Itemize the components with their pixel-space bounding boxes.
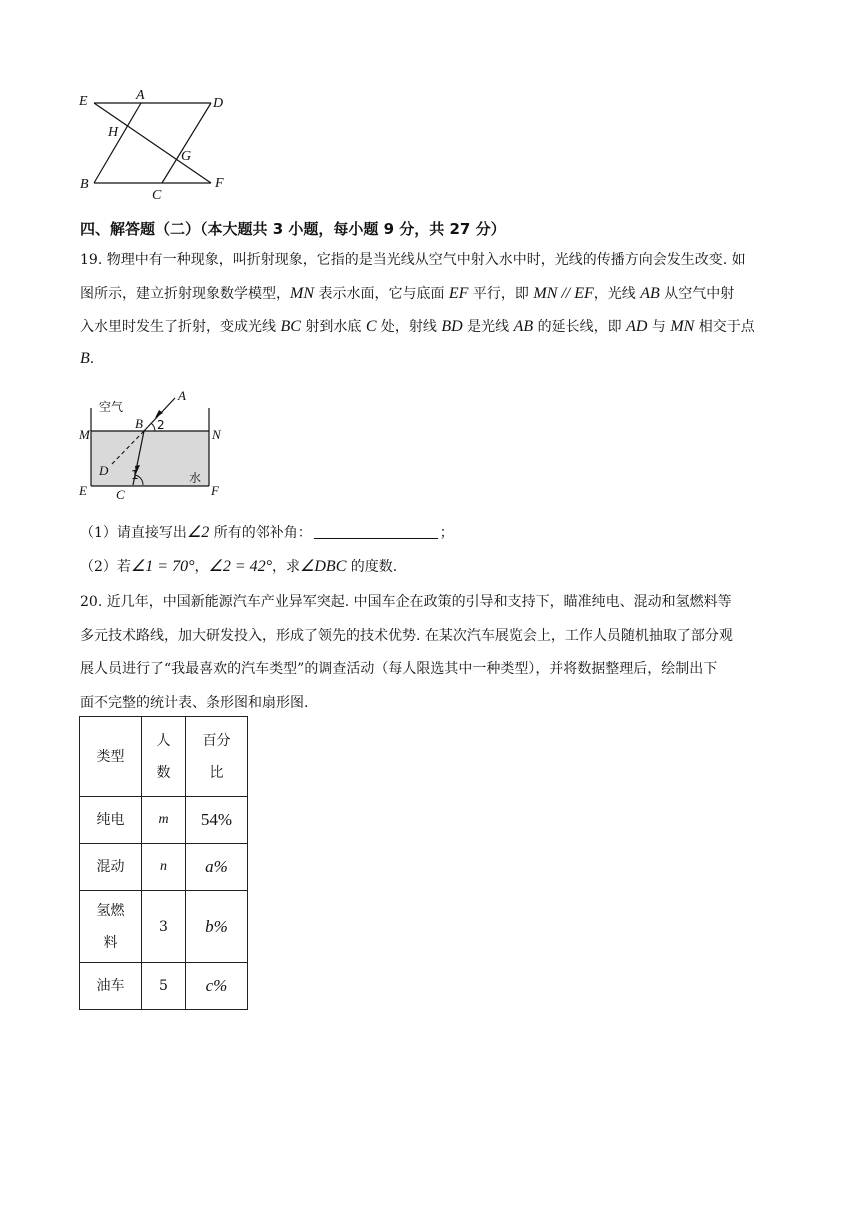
q19-part-1 bbox=[80, 522, 454, 542]
cell-pct: a% bbox=[186, 844, 248, 891]
q19-line-2 bbox=[80, 283, 734, 303]
q19-line-4 bbox=[80, 350, 94, 368]
math-MN: MN bbox=[290, 285, 314, 302]
segment-AB bbox=[94, 103, 141, 183]
label-E: E bbox=[79, 94, 88, 109]
q19-line-1 bbox=[80, 249, 746, 269]
q19-text: 相交于点 bbox=[694, 319, 755, 335]
math-MN: MN bbox=[670, 318, 695, 335]
math-AD: AD bbox=[626, 318, 648, 335]
label-A: A bbox=[136, 88, 145, 103]
math-angle1-eq: ∠1 = 70° bbox=[130, 558, 195, 575]
math-EF: EF bbox=[448, 285, 469, 302]
header-pct-1: 百分 bbox=[202, 732, 231, 749]
q20-line-4: 面不完整的统计表、条形图和扇形图. bbox=[80, 695, 309, 711]
q19-text: 图所示，建立折射现象数学模型， bbox=[80, 286, 290, 302]
label-F: F bbox=[215, 176, 224, 191]
math-AB: AB bbox=[640, 285, 660, 302]
cell-count: n bbox=[142, 844, 186, 891]
q20-line-3: 展人员进行了“我最喜欢的汽车类型”的调查活动（每人限选其中一种类型），并将数据整理后，绘制出下 bbox=[80, 661, 718, 677]
cell-type-1: 氢燃 bbox=[96, 902, 125, 919]
cell-count: m bbox=[142, 797, 186, 844]
label-A2: A bbox=[178, 388, 186, 403]
q19-part1-end: ； bbox=[439, 525, 454, 541]
label-air: 空气 bbox=[99, 400, 124, 414]
header-count bbox=[142, 717, 186, 797]
angle-2-arc bbox=[151, 423, 155, 431]
label-H: H bbox=[108, 125, 119, 140]
header-pct bbox=[186, 717, 248, 797]
label-D: D bbox=[213, 96, 224, 111]
segment-DC bbox=[162, 103, 211, 183]
math-BD: BD bbox=[441, 318, 463, 335]
q19-text: 平行，即 bbox=[468, 286, 534, 302]
label-angle-2: 2 bbox=[157, 418, 165, 432]
q19-part2-text: ， bbox=[194, 559, 209, 575]
q20-line-2: 多元技术路线，加大研发投入，形成了领先的技术优势. 在某次汽车展览会上，工作人员随机抽取了部分观 bbox=[80, 628, 733, 644]
q19-text: 射到水底 bbox=[300, 319, 366, 335]
label-water: 水 bbox=[189, 471, 202, 485]
math-BC: BC bbox=[280, 318, 301, 335]
q19-text: 是光线 bbox=[462, 319, 514, 335]
label-D2: D bbox=[99, 463, 109, 478]
label-E2: E bbox=[79, 483, 87, 498]
q19-text: 入水里时发生了折射，变成光线 bbox=[80, 319, 281, 335]
label-B: B bbox=[80, 177, 89, 192]
answer-blank[interactable] bbox=[314, 524, 438, 539]
q19-text: . bbox=[89, 351, 95, 367]
q19-text: 表示水面，它与底面 bbox=[314, 286, 449, 302]
label-C: C bbox=[152, 188, 162, 203]
q19-part2-text: 的度数. bbox=[346, 559, 398, 575]
table-row bbox=[80, 963, 248, 1010]
label-N: N bbox=[212, 427, 221, 442]
table-header-row bbox=[80, 717, 248, 797]
q19-part1-text: 所有的邻补角： bbox=[209, 525, 312, 541]
q19-line-3 bbox=[80, 316, 755, 336]
q19-text-1: 物理中有一种现象，叫折射现象，它指的是当光线从空气中射入水中时，光线的传播方向会发生改变. 如 bbox=[106, 252, 746, 268]
table-row bbox=[80, 891, 248, 963]
q19-part2-text: （2）若 bbox=[80, 559, 131, 575]
q19-text: 从空气中射 bbox=[659, 286, 735, 302]
math-angle2-eq: ∠2 = 42° bbox=[208, 558, 273, 575]
cell-pct: c% bbox=[186, 963, 248, 1010]
label-M: M bbox=[79, 427, 90, 442]
header-count-1: 人 bbox=[156, 732, 171, 749]
label-F2: F bbox=[211, 483, 219, 498]
math-B: B bbox=[80, 350, 90, 367]
label-C2: C bbox=[116, 487, 125, 502]
cell-type-2: 料 bbox=[103, 934, 118, 951]
label-G: G bbox=[181, 149, 192, 164]
math-angle-DBC: ∠DBC bbox=[300, 558, 347, 575]
q19-text: 处，射线 bbox=[376, 319, 442, 335]
cell-count: 3 bbox=[142, 891, 186, 963]
header-pct-2: 比 bbox=[209, 764, 224, 781]
q19-part2-text: ，求 bbox=[272, 559, 301, 575]
statistics-table bbox=[79, 716, 248, 1010]
cell-pct: 54% bbox=[186, 797, 248, 844]
math-angle-2: ∠2 bbox=[186, 524, 210, 541]
q19-text: 的延长线，即 bbox=[533, 319, 627, 335]
q19-part-2 bbox=[80, 556, 397, 576]
q19-part1-text: （1）请直接写出 bbox=[80, 525, 187, 541]
q20-line-1: 20. 近几年，中国新能源汽车产业异军突起. 中国车企在政策的引导和支持下，瞄准纯电、混动和氢燃料等 bbox=[80, 594, 732, 610]
math-C: C bbox=[365, 318, 377, 335]
cell-count: 5 bbox=[142, 963, 186, 1010]
q19-number: 19. bbox=[80, 252, 103, 268]
label-B2: B bbox=[135, 416, 143, 431]
math-AB: AB bbox=[513, 318, 534, 335]
cell-type bbox=[80, 891, 142, 963]
q19-text: 与 bbox=[647, 319, 671, 335]
segment-EF bbox=[94, 103, 211, 183]
q19-text: ，光线 bbox=[593, 286, 641, 302]
section-title: 四、解答题（二）（本大题共 3 小题，每小题 9 分，共 27 分） bbox=[80, 220, 506, 238]
cell-type: 混动 bbox=[80, 844, 142, 891]
label-angle-1: 1 bbox=[131, 468, 139, 482]
cell-type: 纯电 bbox=[80, 797, 142, 844]
cell-pct: b% bbox=[186, 891, 248, 963]
cell-type: 油车 bbox=[80, 963, 142, 1010]
table-row bbox=[80, 844, 248, 891]
header-type: 类型 bbox=[80, 717, 142, 797]
table-row bbox=[80, 797, 248, 844]
header-count-2: 数 bbox=[156, 764, 171, 781]
math-MN-parallel-EF: MN // EF bbox=[533, 285, 594, 302]
